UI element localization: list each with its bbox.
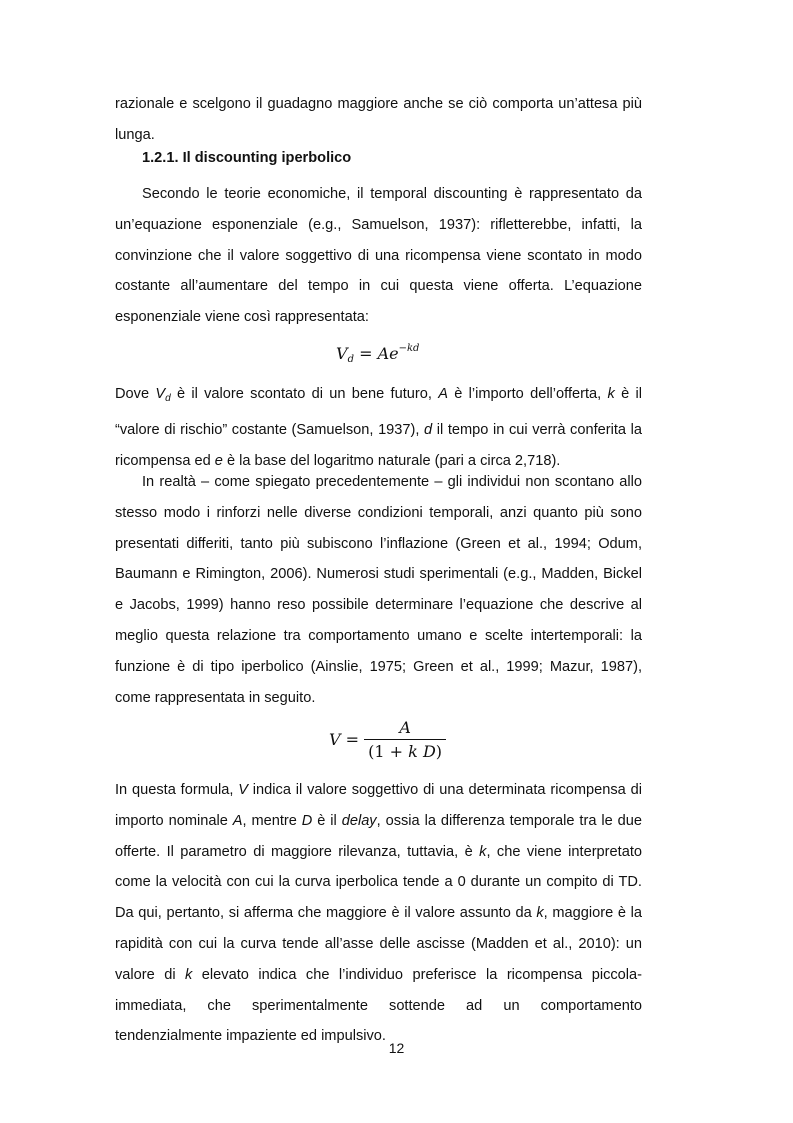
- var-d: D: [301, 812, 313, 829]
- section-heading: 1.2.1. Il discounting iperbolico: [142, 150, 352, 166]
- text-run: In questa formula,: [115, 782, 239, 798]
- eq2-den-d: D: [422, 742, 436, 761]
- eq2-den-open: (1 +: [368, 742, 409, 761]
- paragraph-exponential-intro: Secondo le teorie economiche, il temporal discounting è rappresentato da un’equazione esponenziale (e.g., Samuelson, 1937): rifletterebbe, infatti, la convinzione che il valore soggettivo di una ricompensa viene scontato in modo costante all’aumentare del tempo in cui questa viene offerta. L’equazione esponenziale viene così rappresentata:: [115, 186, 642, 326]
- var-k: k: [185, 966, 193, 983]
- var-k: k: [607, 386, 615, 402]
- text-run: è il: [312, 812, 342, 829]
- paragraph-continuation: razionale e scelgono il guadagno maggiore anche se ciò comporta un’attesa più lunga.: [115, 96, 642, 143]
- text-run: elevato indica che l’individuo preferisce la ricompensa piccola-immediata, che sperimentalmente sottende ad un comportamento tendenzialmente impaziente ed impulsivo.: [115, 966, 643, 1045]
- var-v: V: [238, 782, 248, 798]
- eq2-lhs: V: [329, 730, 341, 749]
- paragraph-exponential-legend: [115, 379, 642, 476]
- eq2-den-close: ): [435, 742, 443, 761]
- text-run: è la base del logaritmo naturale (pari a circa 2,718).: [222, 452, 561, 469]
- var-v-sub: d: [165, 393, 171, 404]
- text-run: , maggiore è la rapidità con cui la curva tende all’asse delle ascisse (Madden et al., 2010): un valore di: [115, 905, 642, 983]
- text-run: , mentre: [242, 812, 302, 829]
- eq1-lhs-sub: d: [347, 354, 354, 365]
- text-run: , ossia la differenza temporale tra le due offerte. Il parametro di maggiore rilevanza, tuttavia, è: [115, 812, 643, 860]
- paragraph-hyperbolic-intro: In realtà – come spiegato precedentemente – gli individui non scontano allo stesso modo i rinforzi nelle diverse condizioni temporali, anzi quanto più sono presentati differiti, tanto più subiscono l’inflazione (Green et al., 1994; Odum, Baumann e Rimington, 2006). Numerosi studi sperimentali (e.g., Madden, Bickel e Jacobs, 1999) hanno reso possibile determinare l’equazione che descrive al meglio questa relazione tra comportamento umano e scelte intertemporali: la funzione è di tipo iperbolico (Ainslie, 1975; Green et al., 1999; Mazur, 1987), come rappresentata in seguito.: [115, 474, 642, 706]
- var-e: e: [214, 452, 223, 469]
- eq2-den-k: k: [408, 742, 418, 761]
- text-run: Dove: [115, 386, 156, 402]
- eq1-lhs: V: [336, 344, 348, 363]
- var-a: A: [438, 386, 448, 402]
- eq2-denominator: [364, 740, 446, 761]
- paragraph-hyperbolic-explanation: [115, 775, 642, 1052]
- text-run: , che viene interpretato come la velocità con cui la curva iperbolica tende a 0 durante un compito di TD. Da qui, pertanto, si afferma che maggiore è il valore assunto da: [115, 843, 642, 922]
- page-number: 12: [388, 1040, 405, 1056]
- eq1-rhs-base: Ae: [377, 344, 399, 363]
- text-run: il tempo in cui verrà conferita la ricompensa ed: [115, 421, 642, 469]
- term-delay: delay: [341, 812, 377, 829]
- var-d: d: [424, 421, 433, 438]
- text-run: è l’importo dell’offerta,: [447, 386, 608, 402]
- eq2-fraction: [364, 718, 446, 761]
- var-k: k: [536, 905, 544, 922]
- eq2-numerator: A: [364, 718, 446, 740]
- eq1-rhs-exp: −kd: [398, 343, 420, 354]
- equation-hyperbolic: [329, 718, 446, 761]
- eq1-equals: =: [359, 344, 373, 363]
- text-run: è il valore scontato di un bene futuro,: [170, 386, 439, 402]
- text-run: indica il valore soggettivo di una determinata ricompensa di importo nominale: [115, 782, 642, 829]
- eq2-equals: =: [345, 730, 360, 749]
- var-k: k: [479, 843, 487, 860]
- text-run: è il “valore di rischio” costante (Samuelson, 1937),: [115, 386, 642, 438]
- var-v: V: [155, 386, 166, 402]
- equation-exponential: [336, 343, 419, 365]
- var-a: A: [232, 812, 243, 829]
